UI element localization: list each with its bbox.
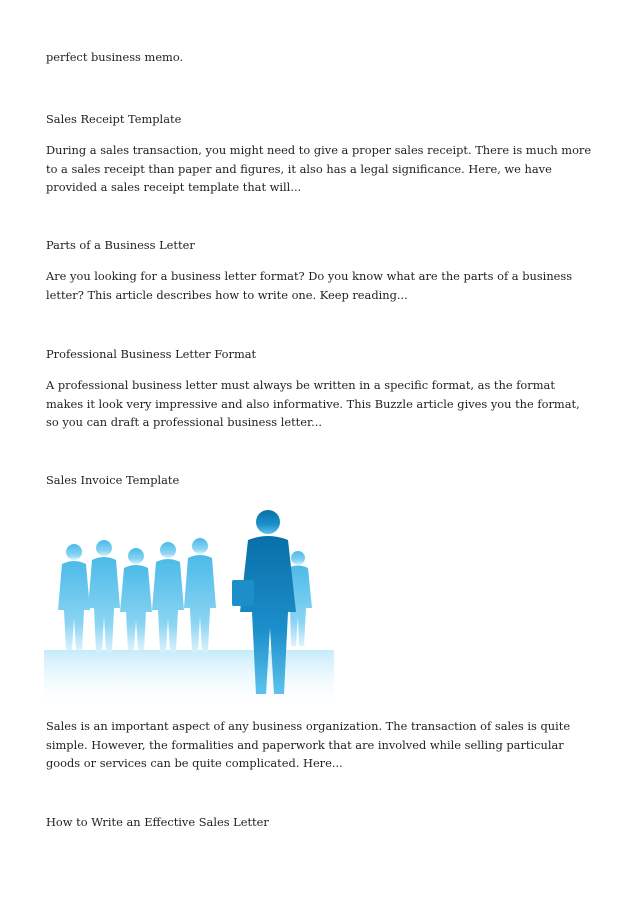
article-title-professional-format[interactable]: Professional Business Letter Format [46,347,257,361]
article-summary-professional-format: A professional business letter must always be written in a specific format, as the format makes it look very impressive and also informative. This Buzzle article gives you the format, so you can draft a professional business letter... [46,378,580,429]
article-summary-parts-of-letter: Are you looking for a business letter format? Do you know what are the parts of a business letter? This article describes how to write one. Keep reading... [46,269,573,302]
article-title-sales-receipt[interactable]: Sales Receipt Template [46,112,182,126]
lead-fragment: perfect business memo. [46,50,184,64]
business-people-illustration [44,500,334,710]
article-summary-sales-receipt: During a sales transaction, you might need to give a proper sales receipt. There is much more to a sales receipt than paper and figures, it also has a legal significance. Here, we have provided a sales receipt template that will... [46,143,592,194]
article-title-sales-invoice[interactable]: Sales Invoice Template [46,473,180,487]
article-summary-sales-invoice: Sales is an important aspect of any business organization. The transaction of sales is quite simple. However, the formalities and paperwork that are involved while selling particular goods or services can be quite complicated. Here... [46,719,571,770]
article-title-effective-sales-letter[interactable]: How to Write an Effective Sales Letter [46,815,269,829]
business-people-silhouettes-icon [44,500,334,710]
article-title-parts-of-letter[interactable]: Parts of a Business Letter [46,238,195,252]
